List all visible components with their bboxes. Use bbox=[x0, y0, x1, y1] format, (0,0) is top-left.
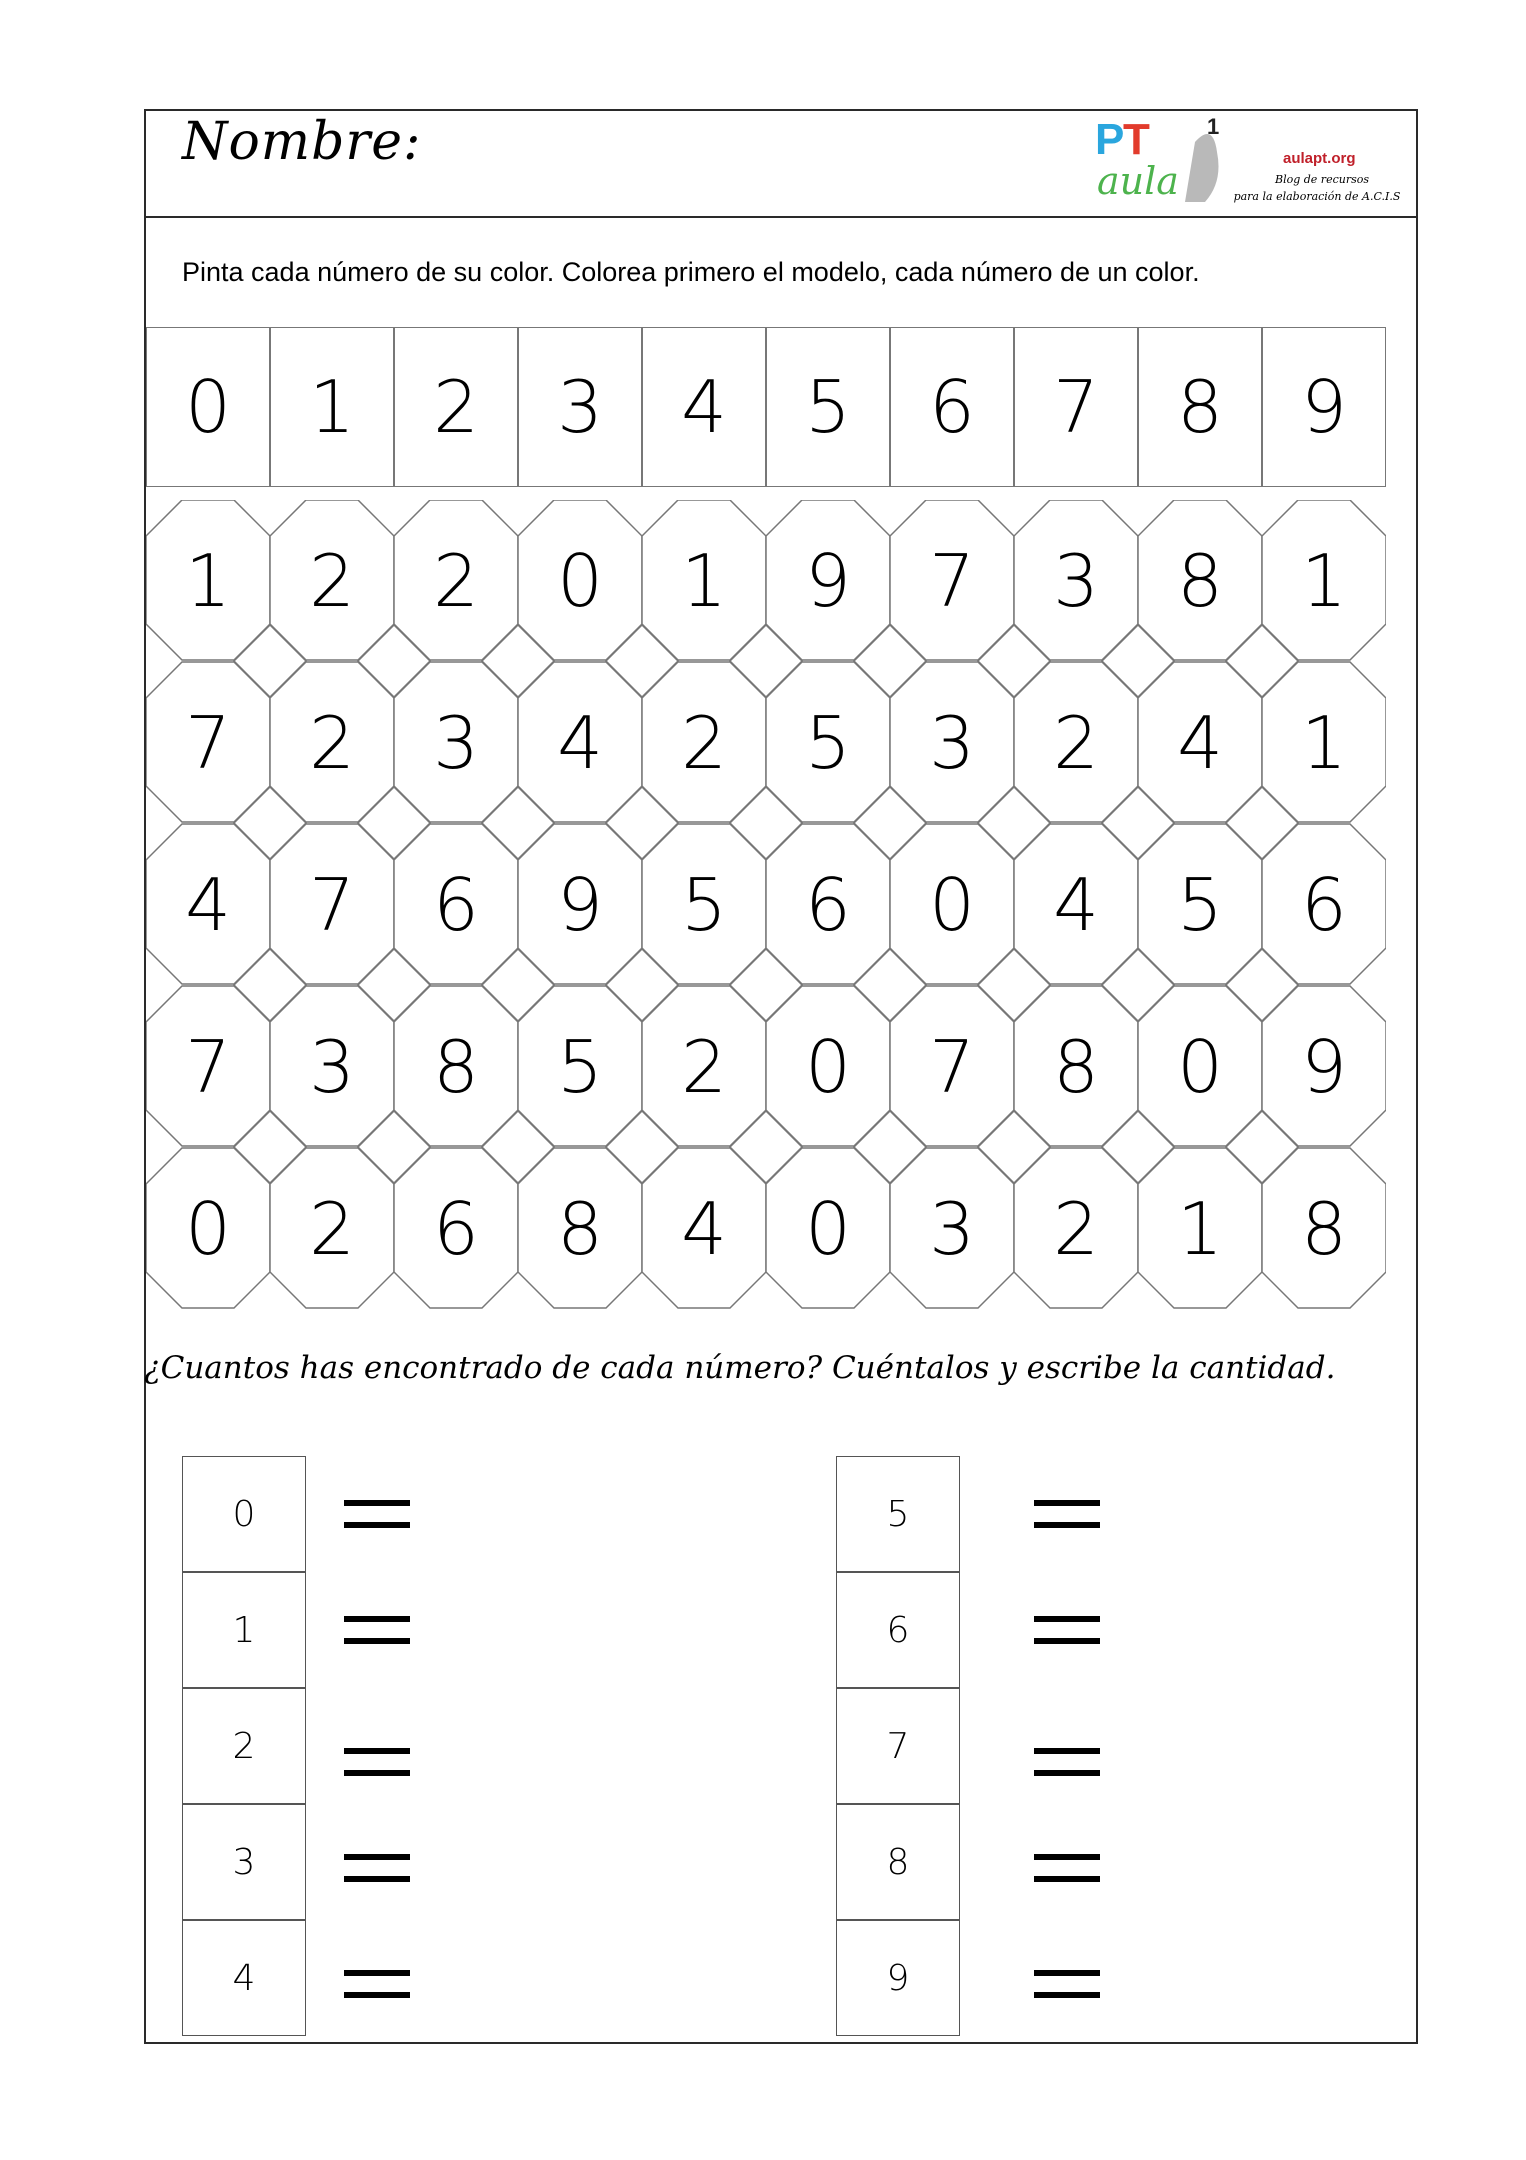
count-digit-box: 4 bbox=[182, 1920, 306, 2036]
header-divider bbox=[144, 216, 1418, 218]
equals-sign bbox=[344, 1500, 410, 1528]
grid-digit: 0 bbox=[185, 1187, 231, 1271]
count-digit-box: 7 bbox=[836, 1688, 960, 1804]
grid-digit: 1 bbox=[1177, 1187, 1223, 1271]
blog-subtitle: para la elaboración de A.C.I.S bbox=[1233, 190, 1401, 203]
model-digit-cell[interactable]: 4 bbox=[642, 327, 766, 487]
grid-digit: 0 bbox=[805, 1025, 851, 1109]
grid-digit: 3 bbox=[1053, 539, 1099, 623]
model-digit-cell[interactable]: 8 bbox=[1138, 327, 1262, 487]
site-url: aulapt.org bbox=[1283, 150, 1356, 167]
grid-digit: 8 bbox=[1177, 539, 1223, 623]
count-digit-box: 3 bbox=[182, 1804, 306, 1920]
instruction-text: Pinta cada número de su color. Colorea primero el modelo, cada número de un color. bbox=[182, 257, 1200, 287]
grid-digit: 1 bbox=[1301, 701, 1347, 785]
equals-sign bbox=[344, 1616, 410, 1644]
svg-text:T: T bbox=[1123, 115, 1150, 164]
grid-digit: 1 bbox=[185, 539, 231, 623]
count-digit-box: 1 bbox=[182, 1572, 306, 1688]
grid-digit: 2 bbox=[1053, 1187, 1099, 1271]
grid-digit: 0 bbox=[557, 539, 603, 623]
equals-sign bbox=[1034, 1854, 1100, 1882]
count-question: ¿Cuantos has encontrado de cada número? Cuéntalos y escribe la cantidad. bbox=[144, 1350, 1336, 1386]
grid-digit: 5 bbox=[1177, 863, 1223, 947]
grid-digit: 2 bbox=[681, 701, 727, 785]
model-digit-cell[interactable]: 7 bbox=[1014, 327, 1138, 487]
grid-digit: 2 bbox=[1053, 701, 1099, 785]
grid-digit: 8 bbox=[1301, 1187, 1347, 1271]
grid-digit: 7 bbox=[309, 863, 355, 947]
grid-digit: 7 bbox=[185, 1025, 231, 1109]
blog-tagline: Blog de recursos bbox=[1275, 173, 1369, 186]
octagon-grid bbox=[146, 500, 1386, 1310]
model-digit-cell[interactable]: 1 bbox=[270, 327, 394, 487]
model-digit-cell[interactable]: 3 bbox=[518, 327, 642, 487]
grid-digit: 7 bbox=[929, 1025, 975, 1109]
grid-digit: 4 bbox=[557, 701, 603, 785]
grid-digit: 5 bbox=[681, 863, 727, 947]
grid-digit: 2 bbox=[681, 1025, 727, 1109]
grid-digit: 7 bbox=[185, 701, 231, 785]
grid-digit: 4 bbox=[185, 863, 231, 947]
model-digit-cell[interactable]: 5 bbox=[766, 327, 890, 487]
svg-text:aula: aula bbox=[1097, 159, 1179, 203]
grid-digit: 8 bbox=[433, 1025, 479, 1109]
svg-text:1: 1 bbox=[1207, 114, 1220, 139]
grid-digit: 2 bbox=[433, 539, 479, 623]
grid-digit: 0 bbox=[929, 863, 975, 947]
equals-sign bbox=[1034, 1616, 1100, 1644]
svg-text:P: P bbox=[1095, 115, 1125, 164]
grid-digit: 3 bbox=[929, 701, 975, 785]
grid-digit: 6 bbox=[433, 1187, 479, 1271]
equals-sign bbox=[344, 1748, 410, 1776]
grid-digit: 9 bbox=[1301, 1025, 1347, 1109]
grid-digit: 5 bbox=[557, 1025, 603, 1109]
grid-digit: 6 bbox=[805, 863, 851, 947]
count-digit-box: 8 bbox=[836, 1804, 960, 1920]
grid-digit: 0 bbox=[1177, 1025, 1223, 1109]
equals-sign bbox=[344, 1970, 410, 1998]
grid-digit: 4 bbox=[1053, 863, 1099, 947]
grid-digit: 6 bbox=[433, 863, 479, 947]
grid-digit: 4 bbox=[1177, 701, 1223, 785]
grid-digit: 6 bbox=[1301, 863, 1347, 947]
model-row bbox=[146, 327, 1382, 487]
count-digit-box: 6 bbox=[836, 1572, 960, 1688]
equals-sign bbox=[1034, 1748, 1100, 1776]
count-digit-box: 9 bbox=[836, 1920, 960, 2036]
grid-digit: 3 bbox=[929, 1187, 975, 1271]
grid-digit: 5 bbox=[805, 701, 851, 785]
equals-sign bbox=[1034, 1500, 1100, 1528]
grid-digit: 8 bbox=[557, 1187, 603, 1271]
grid-digit: 2 bbox=[309, 539, 355, 623]
model-digit-cell[interactable]: 9 bbox=[1262, 327, 1386, 487]
count-digit-box: 5 bbox=[836, 1456, 960, 1572]
grid-digit: 9 bbox=[805, 539, 851, 623]
equals-sign bbox=[1034, 1970, 1100, 1998]
grid-digit: 3 bbox=[433, 701, 479, 785]
grid-digit: 3 bbox=[309, 1025, 355, 1109]
grid-digit: 7 bbox=[929, 539, 975, 623]
grid-digit: 2 bbox=[309, 701, 355, 785]
grid-digit: 4 bbox=[681, 1187, 727, 1271]
model-digit-cell[interactable]: 0 bbox=[146, 327, 270, 487]
grid-digit: 8 bbox=[1053, 1025, 1099, 1109]
model-digit-cell[interactable]: 2 bbox=[394, 327, 518, 487]
equals-sign bbox=[344, 1854, 410, 1882]
model-digit-cell[interactable]: 6 bbox=[890, 327, 1014, 487]
grid-digit: 0 bbox=[805, 1187, 851, 1271]
grid-digit: 2 bbox=[309, 1187, 355, 1271]
name-label: Nombre: bbox=[182, 112, 422, 172]
count-digit-box: 0 bbox=[182, 1456, 306, 1572]
count-digit-box: 2 bbox=[182, 1688, 306, 1804]
grid-digit: 1 bbox=[681, 539, 727, 623]
grid-digit: 1 bbox=[1301, 539, 1347, 623]
grid-digit: 9 bbox=[557, 863, 603, 947]
